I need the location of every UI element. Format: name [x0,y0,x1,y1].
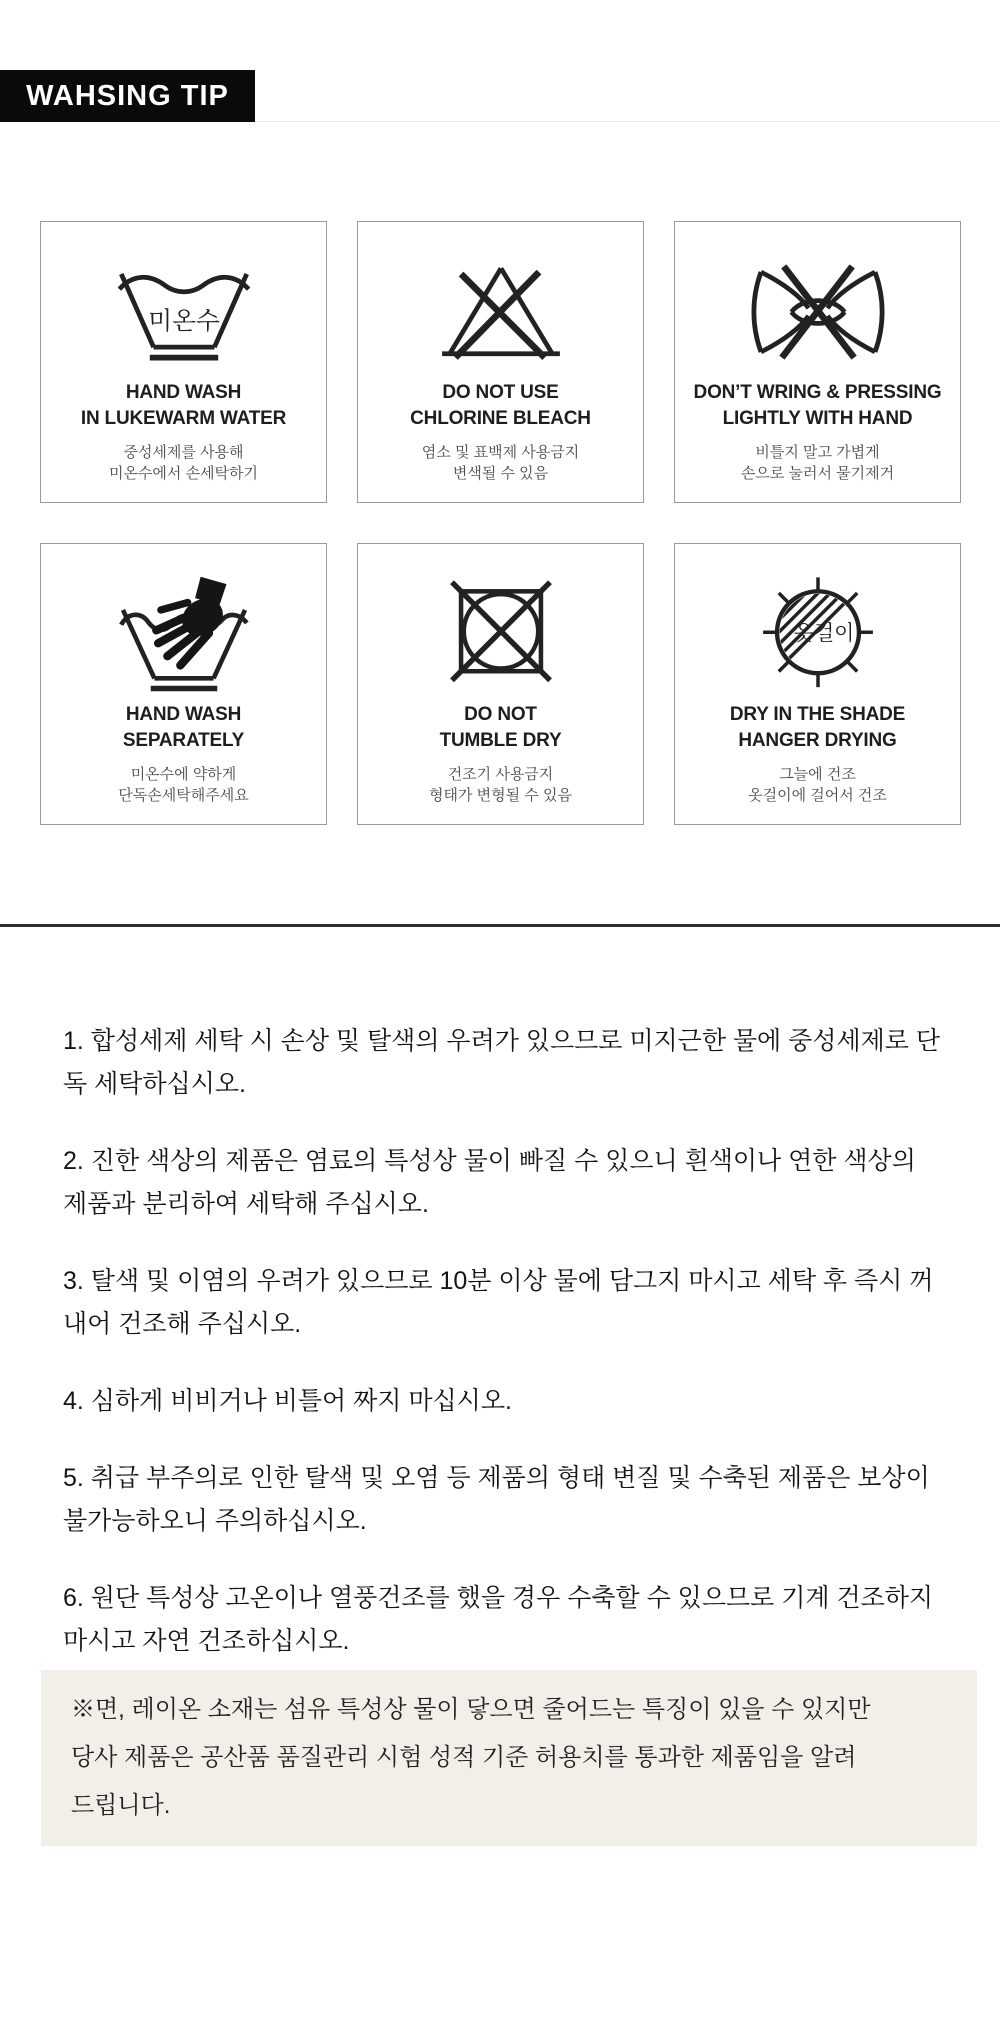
washing-tip-badge [0,70,255,122]
card-desc: 중성세제를 사용해 미온수에서 손세탁하기 [108,444,259,482]
hand-wash-separately-icon [41,570,326,698]
card-title: HAND WASH IN LUKEWARM WATER [80,382,287,429]
card-title: HAND WASH SEPARATELY [122,704,245,751]
note-line: 드립니다. [71,1792,171,1819]
list-item: 6. 원단 특성상 고온이나 열풍건조를 했을 경우 수축할 수 있으므로 기계 건조하지 마시고 자연 건조하십시오. [63,1584,934,1655]
icon-label: 옷걸이 [793,622,854,646]
list-item: 4. 심하게 비비거나 비틀어 짜지 마십시오. [63,1387,512,1415]
note-line: 당사 제품은 공산품 품질관리 시험 성적 기준 허용치를 통과한 제품임을 알려 [71,1744,857,1771]
no-chlorine-bleach-icon [358,248,643,376]
card-hand-wash-separately [40,543,327,825]
shrinkage-note-box [41,1670,977,1846]
card-no-wring [674,221,961,503]
card-desc: 염소 및 표백제 사용금지 변색될 수 있음 [421,444,580,482]
card-desc: 그늘에 건조 옷걸이에 걸어서 건조 [748,766,887,804]
card-no-tumble-dry [357,543,644,825]
badge-label: WAHSING TIP [26,79,229,112]
list-item: 1. 합성세제 세탁 시 손상 및 탈색의 우려가 있으므로 미지근한 물에 중성세제로 단독 세탁하십시오. [63,1027,941,1098]
care-instruction-list [63,1020,941,1697]
list-item: 2. 진한 색상의 제품은 염료의 특성상 물이 빠질 수 있으니 흰색이나 연한 색상의 제품과 분리하여 세탁해 주십시오. [63,1147,916,1218]
shade-hanger-dry-icon [675,570,960,698]
care-symbol-grid [40,221,961,825]
list-item: 3. 탈색 및 이염의 우려가 있으므로 10분 이상 물에 담그지 마시고 세탁 후 즉시 꺼내어 건조해 주십시오. [63,1267,934,1338]
icon-label: 미온수 [147,308,220,336]
card-hand-wash-lukewarm [40,221,327,503]
list-item: 5. 취급 부주의로 인한 탈색 및 오염 등 제품의 형태 변질 및 수축된 제품은 보상이 불가능하오니 주의하십시오. [63,1464,930,1535]
section-divider [0,924,1000,927]
card-shade-hanger-dry [674,543,961,825]
card-title: DON’T WRING & PRESSING LIGHTLY WITH HAND [693,382,942,429]
card-title: DO NOT USE CHLORINE BLEACH [410,382,591,429]
hand-wash-lukewarm-icon [41,248,326,376]
card-desc: 미온수에 약하게 단독손세탁해주세요 [118,766,249,804]
card-no-chlorine-bleach [357,221,644,503]
card-title: DO NOT TUMBLE DRY [439,704,562,751]
card-title: DRY IN THE SHADE HANGER DRYING [729,704,906,751]
no-tumble-dry-icon [358,570,643,698]
card-desc: 비틀지 말고 가볍게 손으로 눌러서 물기제거 [740,444,895,482]
note-line: ※면, 레이온 소재는 섬유 특성상 물이 닿으면 줄어드는 특징이 있을 수 있지만 [71,1696,871,1723]
no-wring-icon [675,248,960,376]
card-desc: 건조기 사용금지 형태가 변형될 수 있음 [429,766,572,804]
